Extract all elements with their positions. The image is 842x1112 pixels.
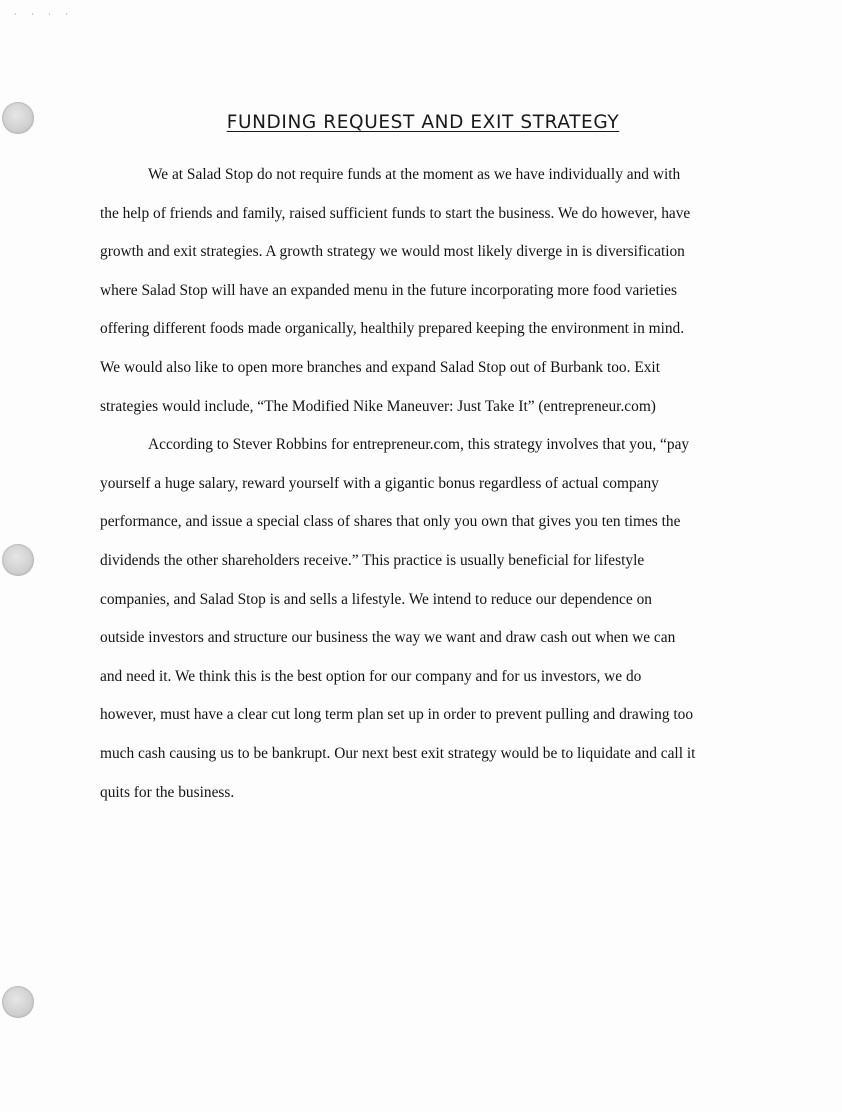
text-line: companies, and Salad Stop is and sells a lifestyle. We intend to reduce our dependence on — [100, 590, 652, 608]
page-title-text: FUNDING REQUEST AND EXIT STRATEGY — [226, 112, 620, 133]
text-line: quits for the business. — [100, 783, 235, 801]
punch-hole-middle — [2, 544, 34, 576]
text-line: According to Stever Robbins for entrepreneur.com, this strategy involves that you, “pay — [148, 436, 690, 454]
text-line: however, must have a clear cut long term plan set up in order to prevent pulling and drawing too — [100, 706, 694, 724]
text-line: where Salad Stop will have an expanded menu in the future incorporating more food varieties — [100, 281, 677, 299]
text-line: strategies would include, “The Modified Nike Maneuver: Just Take It” (entrepreneur.com) — [100, 397, 656, 415]
punch-hole-bottom — [2, 986, 34, 1018]
scan-specks: · · · · — [14, 10, 74, 19]
text-line: offering different foods made organically, healthily prepared keeping the environment in mind. — [100, 320, 685, 338]
text-line: dividends the other shareholders receive.” This practice is usually beneficial for lifestyle — [100, 551, 645, 569]
paragraph-exit-strategy — [100, 426, 750, 812]
text-line: yourself a huge salary, reward yourself with a gigantic bonus regardless of actual company — [100, 474, 659, 492]
text-line: We would also like to open more branches and expand Salad Stop out of Burbank too. Exit — [100, 358, 660, 376]
page-title — [0, 112, 842, 133]
text-line: performance, and issue a special class of shares that only you own that gives you ten times the — [100, 513, 681, 531]
text-line: and need it. We think this is the best option for our company and for us investors, we do — [100, 667, 642, 685]
text-line: outside investors and structure our business the way we want and draw cash out when we can — [100, 629, 676, 647]
paragraph-funding — [100, 156, 750, 426]
text-line: much cash causing us to be bankrupt. Our next best exit strategy would be to liquidate and call it — [100, 744, 696, 762]
text-line: the help of friends and family, raised sufficient funds to start the business. We do however, have — [100, 204, 691, 222]
text-line: growth and exit strategies. A growth strategy we would most likely diverge in is diversification — [100, 243, 685, 261]
text-line: We at Salad Stop do not require funds at the moment as we have individually and with — [148, 166, 681, 183]
document-body — [100, 156, 750, 812]
